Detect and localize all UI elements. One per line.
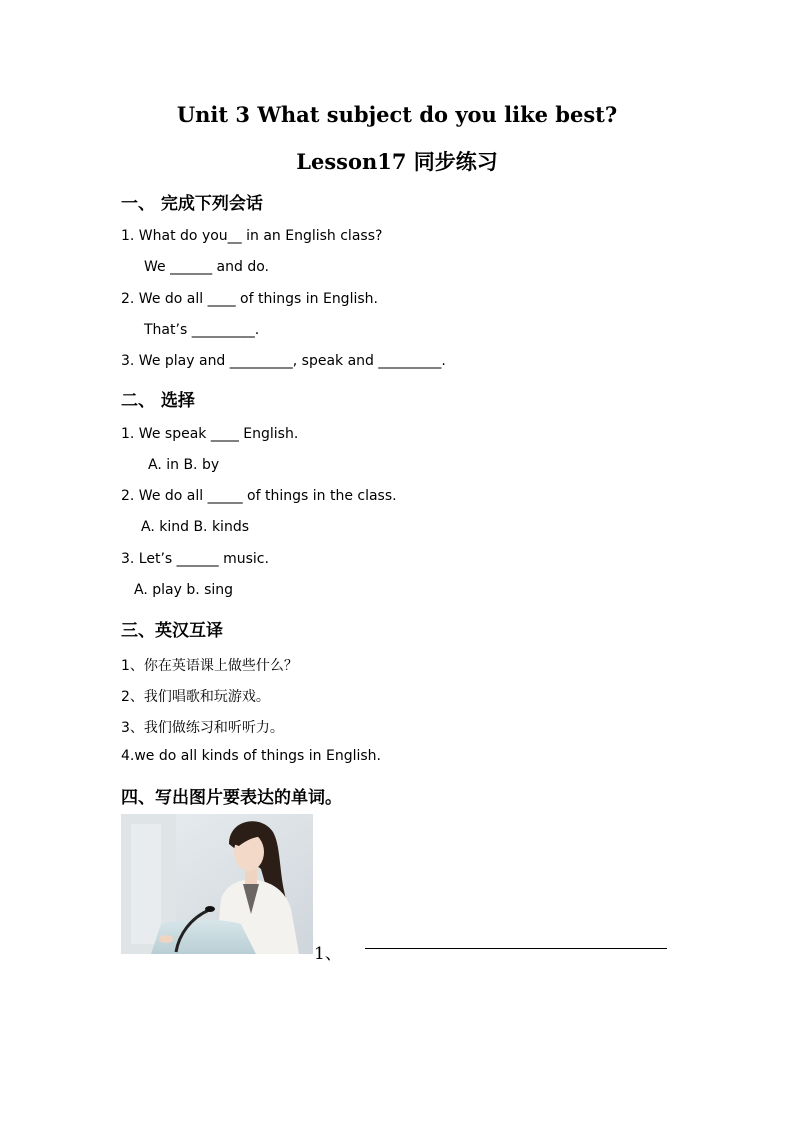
s1-line-3: 2. We do all ____ of things in English. [121,291,378,307]
page-title: Unit 3 What subject do you like best? [176,102,618,127]
s3-line-4: 4.we do all kinds of things in English. [121,748,381,764]
s2-line-4: A. kind B. kinds [141,519,249,535]
section-1-heading: 一、 完成下列会话 [121,194,263,214]
s1-line-5: 3. We play and _________, speak and _________. [121,353,446,369]
section-4-heading: 四、写出图片要表达的单词。 [121,788,342,808]
s2-line-5: 3. Let’s ______ music. [121,551,269,567]
s2-line-1: 1. We speak ____ English. [121,426,299,442]
teacher-photo [121,814,313,954]
s2-line-6: A. play b. sing [134,582,234,598]
s3-line-1: 1、你在英语课上做些什么？ [121,658,298,674]
answer-line [365,948,667,949]
item-number-1: 1、 [314,944,342,964]
s1-line-2: We ______ and do. [144,259,269,275]
s3-line-2: 2、我们唱歌和玩游戏。 [121,689,270,705]
page-subtitle: Lesson17 同步练习 [296,149,498,174]
s2-line-2: A. in B. by [148,457,220,473]
s1-line-4: That’s _________. [144,322,260,338]
section-3-heading: 三、英汉互译 [121,621,223,641]
s2-line-3: 2. We do all _____ of things in the class. [121,488,397,504]
s3-line-3: 3、我们做练习和听听力。 [121,720,284,736]
section-2-heading: 二、 选择 [121,391,195,411]
s1-line-1: 1. What do you__ in an English class? [121,228,383,244]
